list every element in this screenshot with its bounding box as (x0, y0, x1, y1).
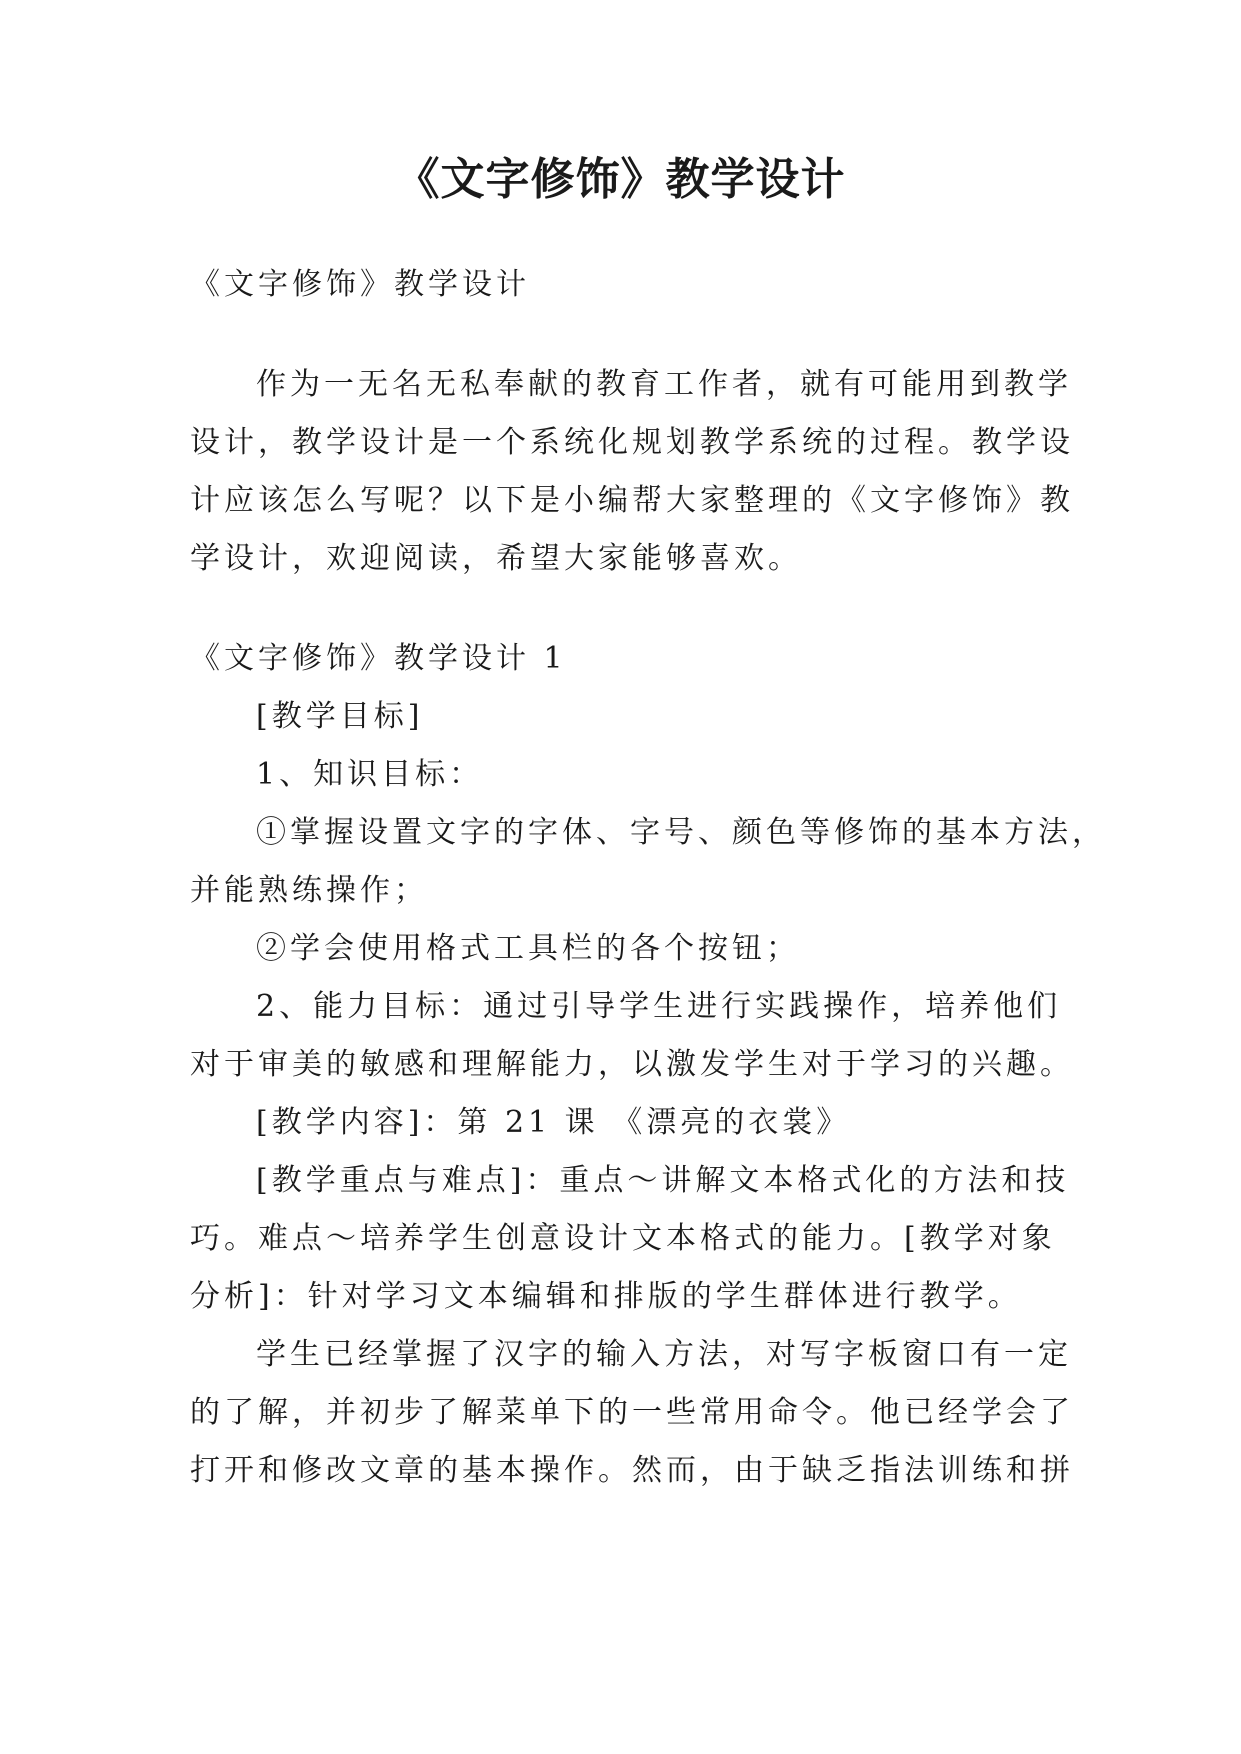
intro-line: 计应该怎么写呢？以下是小编帮大家整理的《文字修饰》教 (190, 483, 1074, 518)
key-points-line: 巧。难点～培养学生创意设计文本格式的能力。[教学对象 (190, 1221, 1056, 1256)
teaching-content: [教学内容]：第 21 课 《漂亮的衣裳》 (256, 1105, 851, 1140)
page-title: 《文字修饰》教学设计 (395, 154, 846, 205)
document-subtitle: 《文字修饰》教学设计 (190, 267, 530, 302)
intro-line: 设计，教学设计是一个系统化规划教学系统的过程。教学设 (190, 425, 1074, 460)
ability-goal-line: 2、能力目标：通过引导学生进行实践操作，培养他们 (256, 989, 1062, 1024)
student-analysis-line: 学生已经掌握了汉字的输入方法，对写字板窗口有一定 (256, 1337, 1072, 1372)
goal-1-line: 并能熟练操作； (190, 873, 428, 908)
key-points-line: 分析]：针对学习文本编辑和排版的学生群体进行教学。 (190, 1279, 1022, 1314)
key-points-line: [教学重点与难点]：重点～讲解文本格式化的方法和技 (256, 1163, 1070, 1198)
student-analysis-line: 打开和修改文章的基本操作。然而，由于缺乏指法训练和拼 (190, 1453, 1074, 1488)
section-title: 《文字修饰》教学设计 1 (190, 641, 567, 676)
intro-line: 作为一无名无私奉献的教育工作者，就有可能用到教学 (256, 367, 1072, 402)
ability-goal-line: 对于审美的敏感和理解能力，以激发学生对于学习的兴趣。 (190, 1047, 1074, 1082)
knowledge-goal: 1、知识目标： (256, 757, 484, 792)
goal-2: ②学会使用格式工具栏的各个按钮； (256, 931, 800, 966)
student-analysis-line: 的了解，并初步了解菜单下的一些常用命令。他已经学会了 (190, 1395, 1074, 1430)
goal-1-line: ①掌握设置文字的字体、字号、颜色等修饰的基本方法， (256, 815, 1106, 850)
intro-line: 学设计，欢迎阅读，希望大家能够喜欢。 (190, 541, 802, 576)
objectives-heading: [教学目标] (256, 699, 424, 734)
